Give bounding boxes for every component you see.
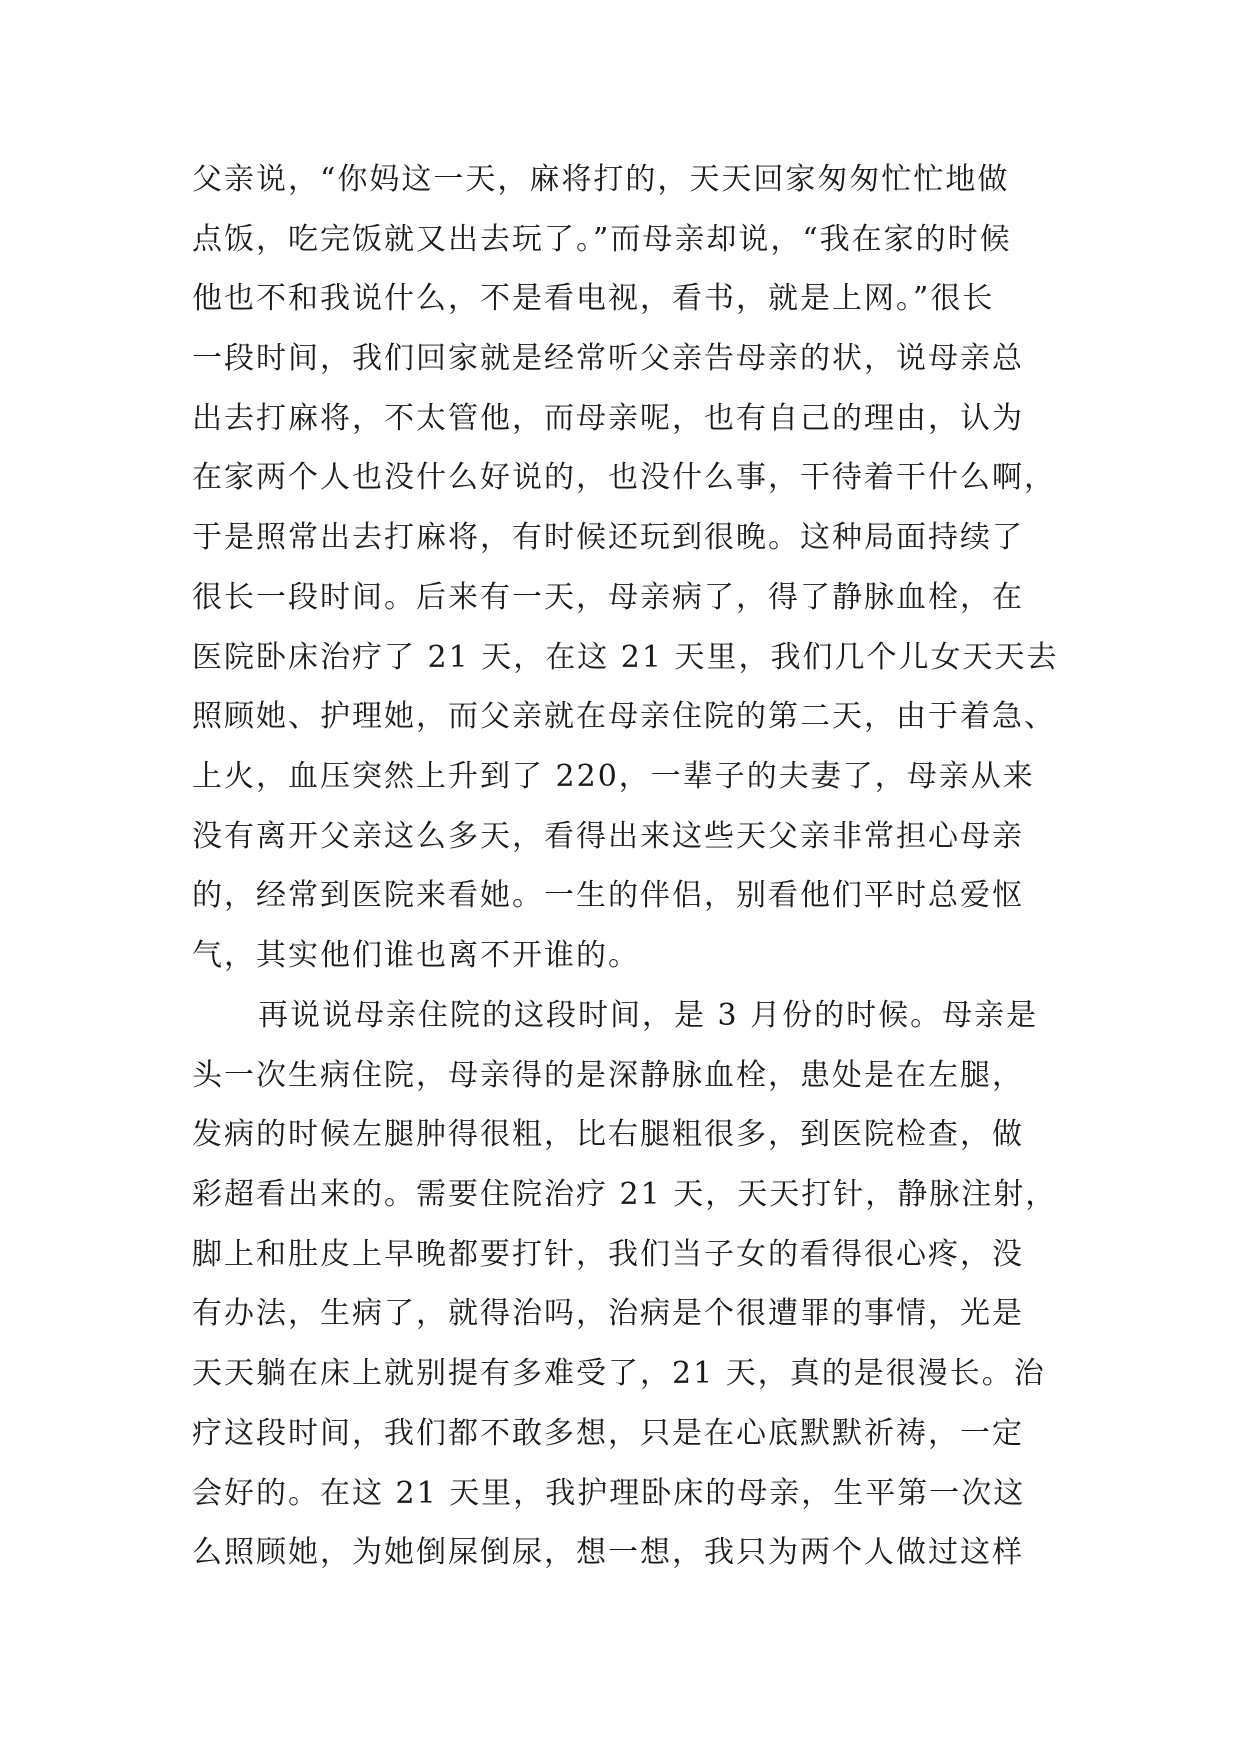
paragraph-line: 发病的时候左腿肿得很粗，比右腿粗很多，到医院检查，做: [192, 1117, 1024, 1153]
paragraph-line: 很长一段时间。后来有一天，母亲病了，得了静脉血栓，在: [192, 579, 1024, 615]
paragraph-line: 照顾她、护理她，而父亲就在母亲住院的第二天，由于着急、: [192, 699, 1056, 735]
paragraph-line: 头一次生病住院，母亲得的是深静脉血栓，患处是在左腿，: [192, 1057, 1024, 1093]
paragraph-line: 会好的。在这 21 天里，我护理卧床的母亲，生平第一次这: [192, 1475, 1026, 1511]
paragraph-line: 再说说母亲住院的这段时间，是 3 月份的时候。母亲是: [258, 998, 1039, 1033]
paragraph-line: 在家两个人也没什么好说的，也没什么事，干待着干什么啊，: [192, 460, 1056, 496]
paragraph-line: 脚上和肚皮上早晚都要打针，我们当子女的看得很心疼，没: [192, 1236, 1024, 1272]
paragraph-line: 医院卧床治疗了 21 天，在这 21 天里，我们几个儿女天天去: [192, 639, 1059, 675]
paragraph-line: 气，其实他们谁也离不开谁的。: [192, 937, 640, 973]
paragraph-line: 他也不和我说什么，不是看电视，看书，就是上网。”很长: [192, 281, 995, 317]
paragraph-line: 彩超看出来的。需要住院治疗 21 天，天天打针，静脉注射，: [192, 1177, 1058, 1213]
paragraph-line: 点饭，吃完饭就又出去玩了。”而母亲却说，“我在家的时候: [192, 221, 1012, 257]
paragraph-line: 的，经常到医院来看她。一生的伴侣，别看他们平时总爱怄: [192, 878, 1024, 914]
paragraph-line: 父亲说，“你妈这一天，麻将打的，天天回家匆匆忙忙地做: [192, 162, 1010, 197]
paragraph-line: 么照顾她，为她倒屎倒尿，想一想，我只为两个人做过这样: [192, 1535, 1024, 1571]
paragraph-line: 疗这段时间，我们都不敢多想，只是在心底默默祈祷，一定: [192, 1415, 1024, 1451]
paragraph-line: 一段时间，我们回家就是经常听父亲告母亲的状，说母亲总: [192, 341, 1024, 377]
paragraph-line: 有办法，生病了，就得治吗，治病是个很遭罪的事情，光是: [192, 1296, 1024, 1332]
paragraph-line: 于是照常出去打麻将，有时候还玩到很晚。这种局面持续了: [192, 520, 1024, 556]
paragraph-line: 出去打麻将，不太管他，而母亲呢，也有自己的理由，认为: [192, 400, 1024, 436]
paragraph-line: 天天躺在床上就别提有多难受了，21 天，真的是很漫长。治: [192, 1356, 1046, 1392]
paragraph-2: [192, 986, 1072, 1583]
paragraph-1: [192, 150, 1072, 986]
paragraph-line: 没有离开父亲这么多天，看得出来这些天父亲非常担心母亲: [192, 818, 1024, 854]
paragraph-line: 上火，血压突然上升到了 220，一辈子的夫妻了，母亲从来: [192, 758, 1035, 794]
